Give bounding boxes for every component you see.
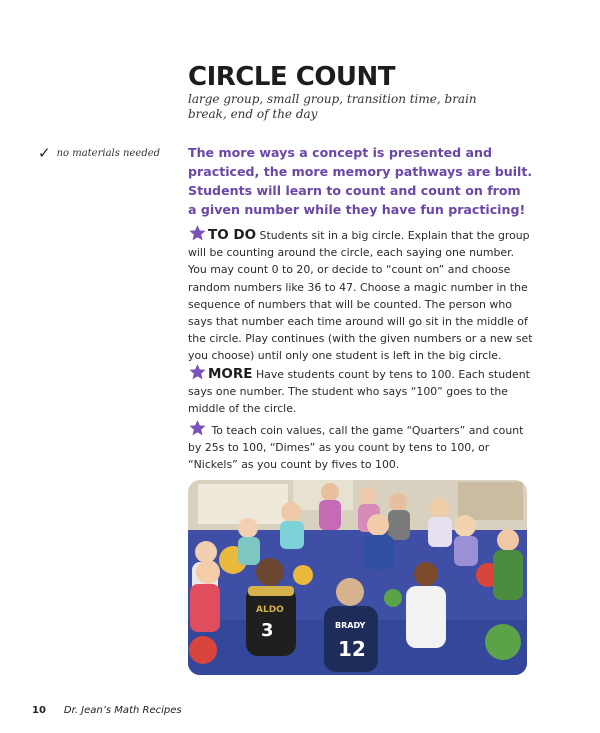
- book-title: Dr. Jean’s Math Recipes: [63, 705, 182, 716]
- to-do-section: [188, 224, 533, 365]
- jersey-left-name: ALDO: [256, 605, 284, 615]
- more-heading: MORE: [208, 366, 253, 382]
- jersey-left-number: 3: [261, 620, 274, 641]
- jersey-right-number: 12: [338, 637, 366, 661]
- star-icon: [188, 419, 207, 437]
- page-footer: [32, 705, 182, 716]
- intro-paragraph: The more ways a concept is presented and practiced, the more memory pathways are built. Students will learn to count and count on from a given number while they have fun practicing!: [188, 145, 533, 217]
- more-text: Have students count by tens to 100. Each student says one number. The student who says “100” goes to the middle of the circle.: [188, 368, 530, 416]
- classroom-photo: [188, 480, 527, 675]
- star-icon: [188, 224, 207, 242]
- activity-settings: large group, small group, transition time, brain break, end of the day: [188, 92, 477, 121]
- coin-values-section: [188, 419, 533, 474]
- jersey-right-name: BRADY: [335, 621, 366, 630]
- to-do-heading: TO DO: [208, 227, 257, 243]
- materials-text: no materials needed: [56, 147, 161, 159]
- materials-note: [38, 144, 160, 162]
- coin-values-text: To teach coin values, call the game “Quarters” and count by 25s to 100, “Dimes” as you count by tens to 100, or “Nickels” as you count by fives to 100.: [188, 424, 524, 472]
- more-section: [188, 363, 533, 418]
- children-circle-illustration: [188, 480, 527, 675]
- to-do-text: Students sit in a big circle. Explain that the group will be counting around the circle, each saying one number. You may count 0 to 20, or decide to “count on” and choose random numbers like 36 to 47. Choose a magic number in the sequence of numbers that will be counted. The person who says that number each time around will go sit in the middle of the circle. Play continues (with the given numbers or a new set you choose) until only one student is left in the big circle.: [188, 229, 533, 363]
- page-title: CIRCLE COUNT: [188, 62, 396, 92]
- checkmark-icon: ✓: [38, 144, 51, 162]
- star-icon: [188, 363, 207, 381]
- page-number: 10: [32, 705, 46, 716]
